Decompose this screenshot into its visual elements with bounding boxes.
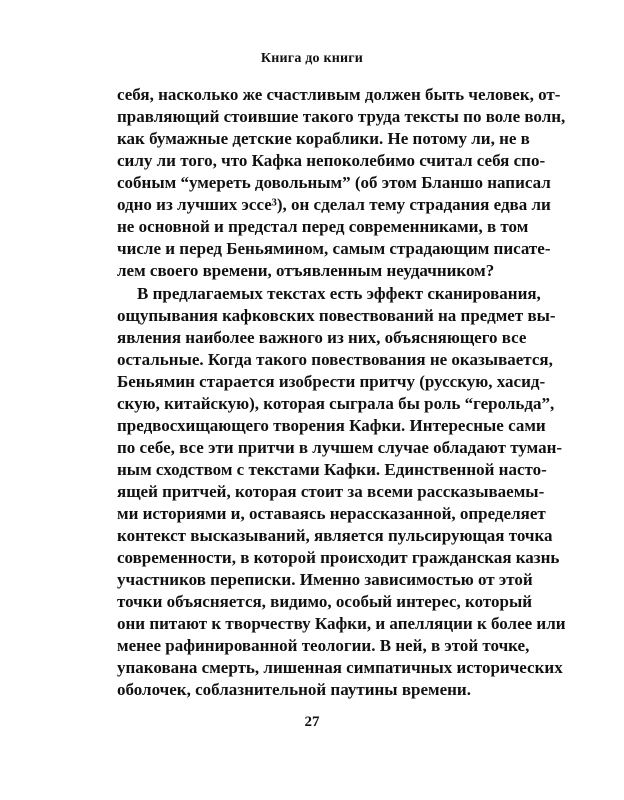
text-line: современности, в которой происходит гражданская казнь	[117, 548, 560, 567]
text-line: не основной и предстал перед современниками, в том	[117, 217, 529, 236]
text-line: себя, насколько же счастливым должен быть человек, от-	[117, 85, 561, 104]
text-line: ми историями и, оставаясь нерассказанной, определяет	[117, 504, 546, 523]
text-line: как бумажные детские кораблики. Не потому ли, не в	[117, 129, 530, 148]
text-line: одно из лучших эссе³), он сделал тему страдания едва ли	[117, 195, 551, 214]
text-line: В предлагаемых текстах есть эффект сканирования,	[137, 284, 541, 303]
text-line: силу ли того, что Кафка непоколебимо считал себя спо-	[117, 151, 546, 170]
running-head: Книга до книги	[260, 51, 364, 66]
paragraph	[117, 283, 566, 701]
text-line: числе и перед Беньямином, самым страдающим писате-	[117, 239, 551, 258]
text-line: правляющий стоившие такого труда тексты по воле волн,	[117, 107, 566, 126]
page-number: 27	[304, 714, 320, 730]
text-line: ящей притчей, которая стоит за всеми рассказываемы-	[117, 482, 545, 501]
text-line: ным сходством с текстами Кафки. Единственной насто-	[117, 460, 547, 479]
text-line: явления наиболее важного из них, объясняющего все	[117, 328, 527, 347]
text-line: скую, китайскую), которая сыграла бы роль “герольда”,	[117, 394, 555, 413]
text-line: остальные. Когда такого повествования не оказывается,	[117, 350, 553, 369]
text-line: менее рафинированной теологии. В ней, в этой точке,	[117, 636, 530, 655]
text-line: точки объясняется, видимо, особый интерес, который	[117, 592, 533, 611]
text-line: они питают к творчеству Кафки, и апелляции к более или	[117, 614, 566, 633]
text-line: Беньямин старается изобрести притчу (русскую, хасид-	[117, 372, 546, 391]
text-line: ощупывания кафковских повествований на предмет вы-	[117, 306, 556, 325]
text-line: контекст высказываний, является пульсирующая точка	[117, 526, 553, 545]
text-line: лем своего времени, отъявленным неудачником?	[117, 261, 495, 280]
body-text	[117, 84, 566, 701]
text-line: участников переписки. Именно зависимостью от этой	[117, 570, 533, 589]
paragraph	[117, 84, 566, 282]
text-line: упакована смерть, лишенная симпатичных исторических	[117, 658, 563, 677]
text-line: оболочек, соблазнительной паутины времени.	[117, 680, 471, 699]
text-line: предвосхищающего творения Кафки. Интересные сами	[117, 416, 546, 435]
text-line: собным “умереть довольным” (об этом Бланшо написал	[117, 173, 551, 192]
text-line: по себе, все эти притчи в лучшем случае обладают туман-	[117, 438, 563, 457]
